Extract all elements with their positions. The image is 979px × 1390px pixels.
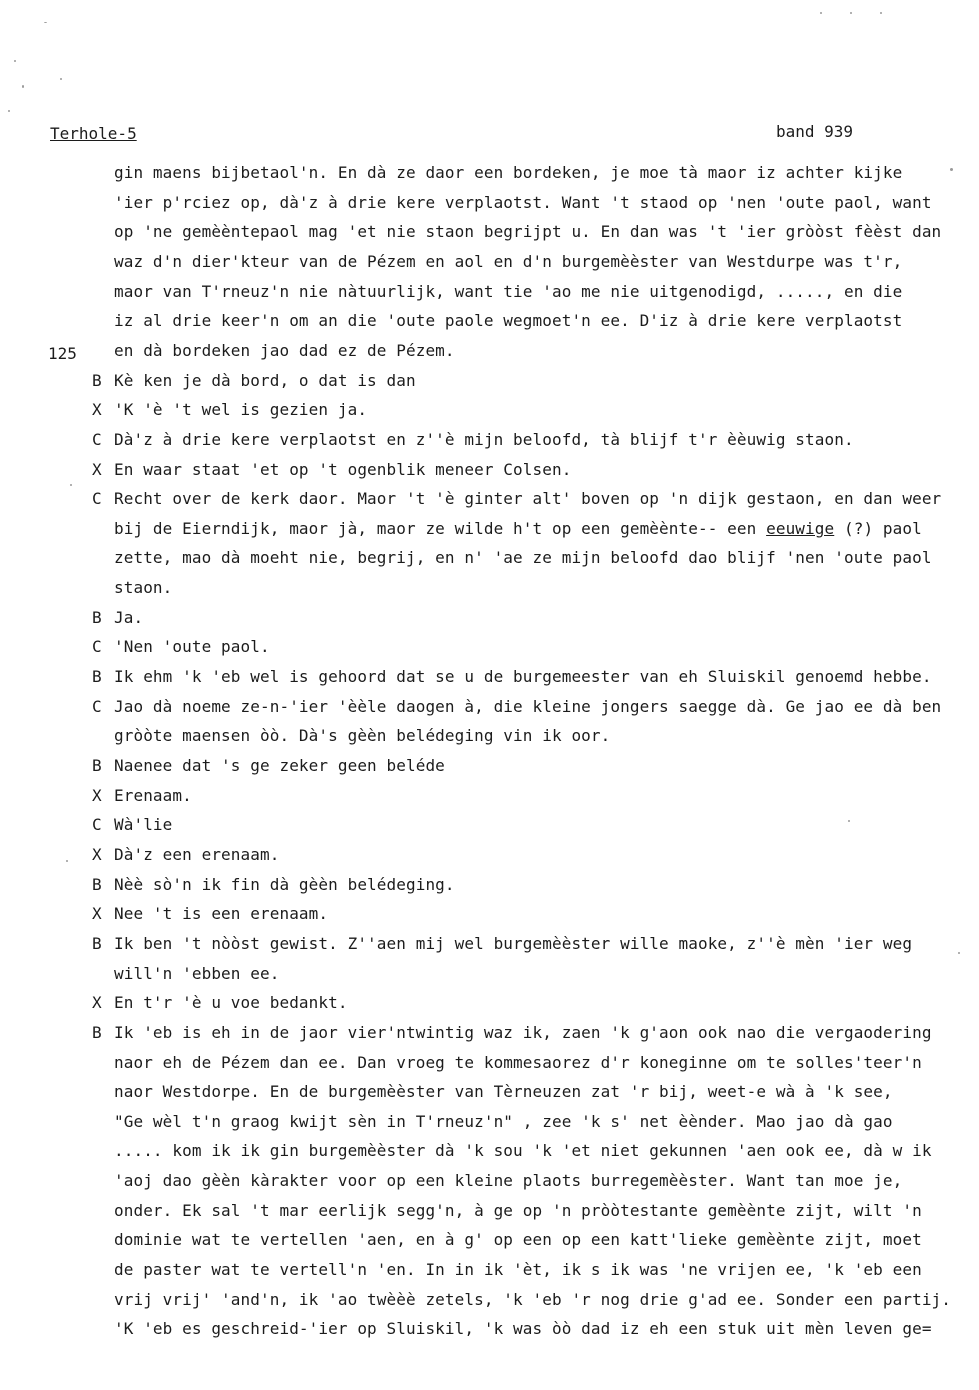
speaker-label: C [92, 489, 102, 508]
speaker-label: B [92, 756, 102, 775]
scan-speck [950, 168, 953, 171]
transcript-line: will'n 'ebben ee. [114, 964, 280, 983]
transcript-line: op 'ne gemèèntepaol mag 'et nie staon begrijpt u. En dan was 't 'ier gròòst fèèst dan [114, 222, 942, 241]
tape-number: band 939 [776, 122, 854, 141]
transcript-line: Recht over de kerk daor. Maor 't 'è ginter alt' boven op 'n dijk gestaon, en dan weer [114, 489, 942, 508]
line-counter-marker: 125 [48, 344, 77, 363]
transcript-line: Jao dà noeme ze-n-'ier 'èèle daogen à, die kleine jongers saegge dà. Ge jao ee dà ben [114, 697, 942, 716]
transcript-line: naor eh de Pézem dan ee. Dan vroeg te kommesaorez d'r koneginne om te solles'teer'n [114, 1053, 922, 1072]
speaker-label: B [92, 371, 102, 390]
transcript-line: gin maens bijbetaol'n. En dà ze daor een bordeken, je moe tà maor iz achter kijke [114, 163, 903, 182]
transcript-line: 'Nen 'oute paol. [114, 637, 270, 656]
transcript-line: Nèè sò'n ik fin dà gèèn belédeging. [114, 875, 455, 894]
transcript-line: iz al drie keer'n om an die 'oute paole wegmoet'n ee. D'iz à drie kere verplaotst [114, 311, 903, 330]
speaker-label: C [92, 815, 102, 834]
transcript-line: Ik ehm 'k 'eb wel is gehoord dat se u de burgemeester van eh Sluiskil genoemd hebbe. [114, 667, 932, 686]
transcript-line: Nee 't is een erenaam. [114, 904, 329, 923]
speaker-label: B [92, 667, 102, 686]
transcript-line: Ik 'eb is eh in de jaor vier'ntwintig waz ik, zaen 'k g'aon ook nao die vergaodering [114, 1023, 932, 1042]
transcript-line: Naenee dat 's ge zeker geen beléde [114, 756, 445, 775]
transcript-line: waz d'n dier'kteur van de Pézem en aol en d'n burgemèèster van Westdurpe was t'r, [114, 252, 903, 271]
transcript-line: 'aoj dao gèèn kàrakter voor op een kleine plaots burregemèèster. Want tan moe je, [114, 1171, 903, 1190]
transcript-line: 'ier p'rciez op, dà'z à drie kere verplaotst. Want 't staod op 'nen 'oute paol, want [114, 193, 932, 212]
speaker-label: X [92, 845, 102, 864]
transcript-line: vrij vrij' 'and'n, ik 'ao twèèè zetels, 'k 'eb 'r nog drie g'ad ee. Sonder een partij. [114, 1290, 952, 1309]
scan-speck [44, 22, 47, 23]
transcript-line: naor Westdorpe. En de burgemèèster van Tèrneuzen zat 'r bij, weet-e wà à 'k see, [114, 1082, 893, 1101]
transcript-line: staon. [114, 578, 173, 597]
transcript-line: Ik ben 't nòòst gewist. Z''aen mij wel burgemèèster wille maoke, z''è mèn 'ier weg [114, 934, 913, 953]
scan-speck [22, 85, 24, 88]
transcript-line: En waar staat 'et op 't ogenblik meneer Colsen. [114, 460, 572, 479]
speaker-label: X [92, 460, 102, 479]
scan-speck [820, 12, 822, 14]
scan-speck [850, 12, 852, 14]
scan-speck [60, 78, 62, 80]
transcript-line: Ja. [114, 608, 144, 627]
transcript-line [114, 519, 922, 539]
transcript-line: de paster wat te vertell'n 'en. In in ik 'èt, ik s ik was 'ne vrijen ee, 'k 'eb een [114, 1260, 922, 1279]
speaker-label: B [92, 934, 102, 953]
speaker-label: C [92, 697, 102, 716]
transcript-line: gròòte maensen òò. Dà's gèèn belédeging vin ik oor. [114, 726, 611, 745]
speaker-label: C [92, 430, 102, 449]
line-text: bij de Eierndijk, maor jà, maor ze wilde h't op een gemèènte-- een [114, 519, 767, 538]
line-text: (?) paol [834, 519, 922, 538]
speaker-label: X [92, 786, 102, 805]
transcript-line: ..... kom ik ik gin burgemèèster dà 'k sou 'k 'et niet gekunnen 'aen ook ee, dà w ik [114, 1141, 932, 1160]
transcript-line: Wà'lie [114, 815, 173, 834]
scan-speck [848, 820, 850, 822]
document-title: Terhole-5 [50, 124, 137, 143]
transcript-line: Dà'z een erenaam. [114, 845, 280, 864]
transcript-line: maor van T'rneuz'n nie nàtuurlijk, want tie 'ao me nie uitgenodigd, ....., en die [114, 282, 903, 301]
underlined-word: eeuwige [766, 519, 835, 538]
speaker-label: C [92, 637, 102, 656]
speaker-label: B [92, 875, 102, 894]
transcript-line: 'K 'è 't wel is gezien ja. [114, 400, 368, 419]
transcript-line: zette, mao dà moeht nie, begrij, en n' 'ae ze mijn beloofd dao blijf 'nen 'oute paol [114, 548, 932, 567]
transcript-line: onder. Ek sal 't mar eerlijk segg'n, à ge op 'n pròòtestante gemèènte zijt, wilt 'n [114, 1201, 922, 1220]
speaker-label: B [92, 608, 102, 627]
speaker-label: X [92, 993, 102, 1012]
transcript-line: "Ge wèl t'n graog kwijt sèn in T'rneuz'n" , zee 'k s' net èènder. Mao jao dà gao [114, 1112, 893, 1131]
transcript-line: 'K 'eb es geschreid-'ier op Sluiskil, 'k was òò dad iz eh een stuk uit mèn leven ge= [114, 1319, 932, 1338]
transcript-line: en dà bordeken jao dad ez de Pézem. [114, 341, 455, 360]
speaker-label: X [92, 400, 102, 419]
scan-speck [8, 110, 10, 112]
transcript-line: Kè ken je dà bord, o dat is dan [114, 371, 416, 390]
scan-speck [880, 12, 882, 14]
speaker-label: X [92, 904, 102, 923]
transcript-line: Dà'z à drie kere verplaotst en z''è mijn beloofd, tà blijf t'r èèuwig staon. [114, 430, 854, 449]
speaker-label: B [92, 1023, 102, 1042]
scan-speck [14, 60, 16, 62]
scan-speck [958, 952, 960, 954]
transcript-line: En t'r 'è u voe bedankt. [114, 993, 348, 1012]
scan-speck [70, 484, 72, 486]
transcript-line: Erenaam. [114, 786, 192, 805]
transcript-line: dominie wat te vertellen 'aen, en à g' op een op een katt'lieke gemèènte zijt, moet [114, 1230, 922, 1249]
scan-speck [66, 860, 68, 862]
